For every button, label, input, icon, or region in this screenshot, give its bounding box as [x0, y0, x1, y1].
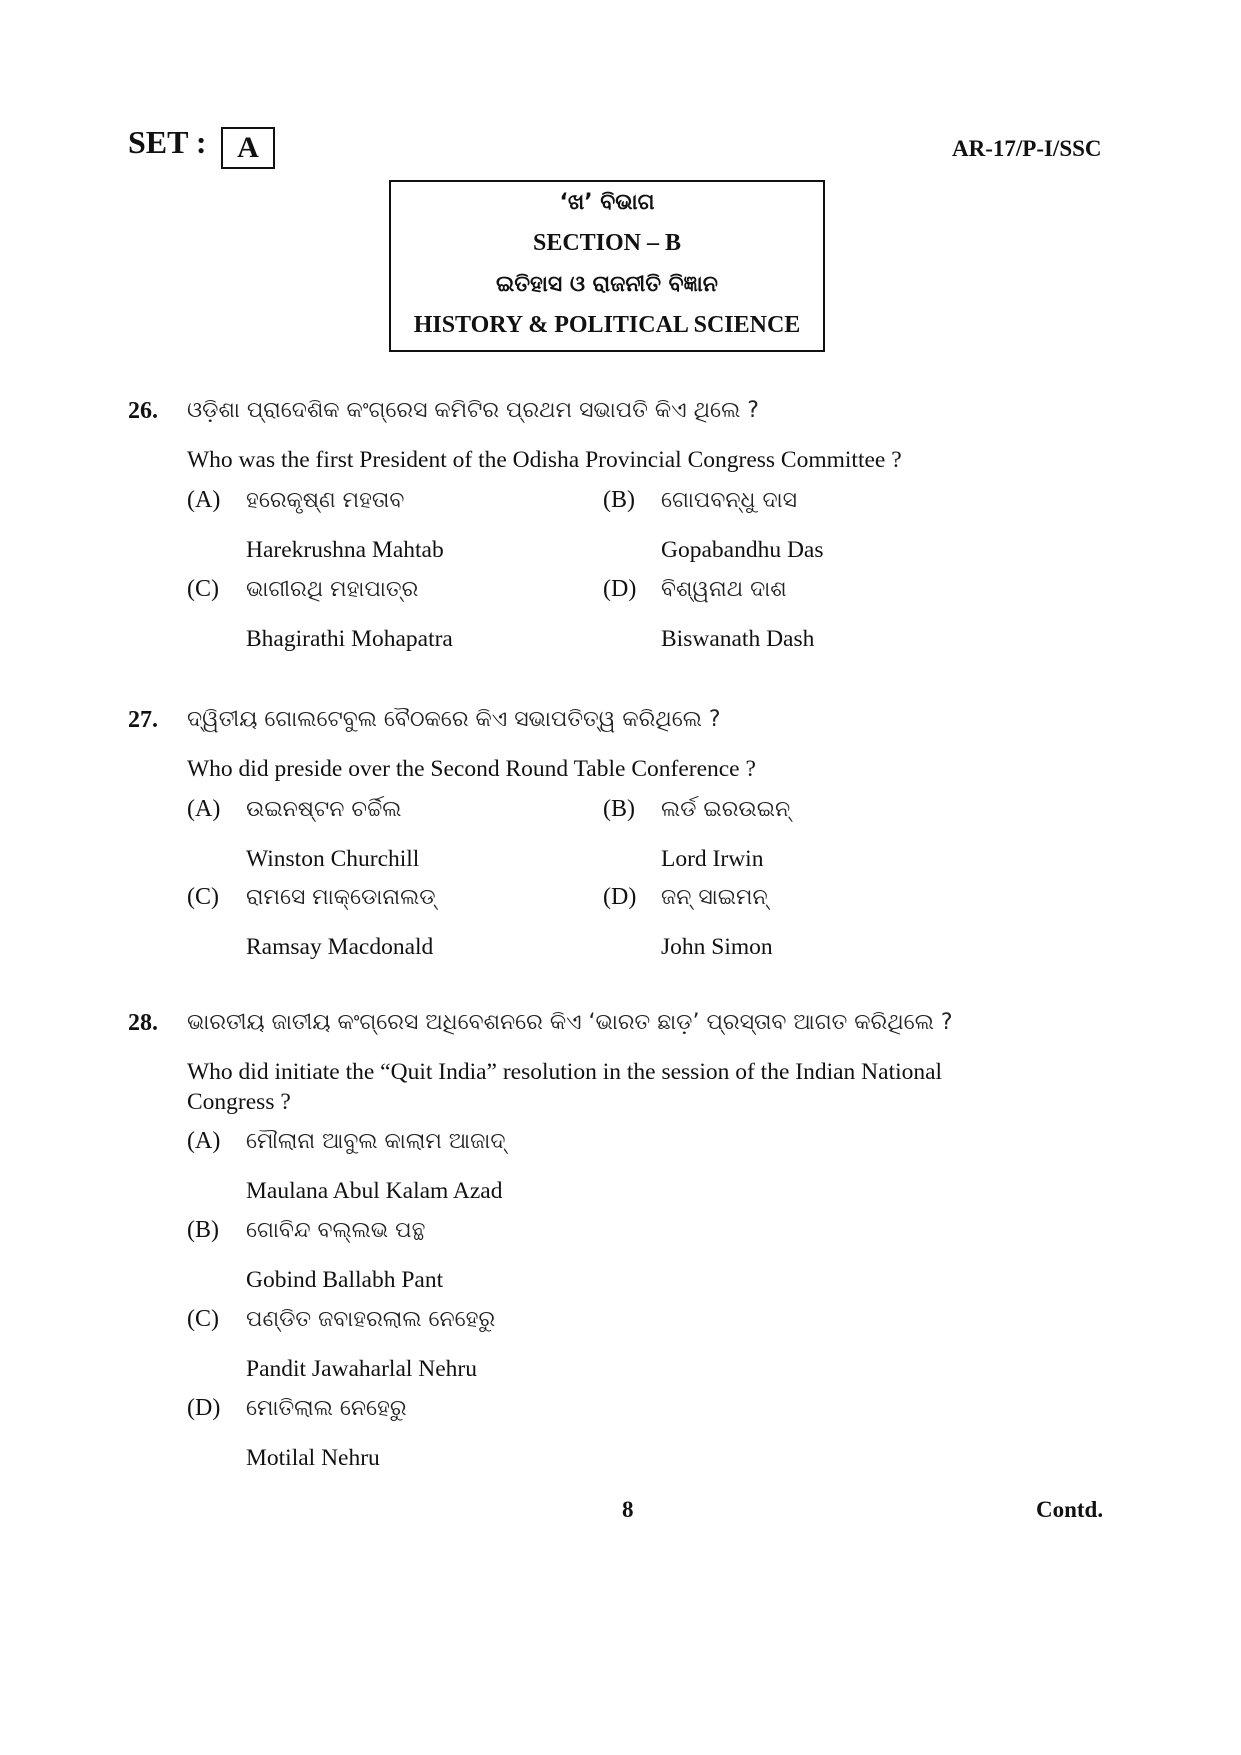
section-header-box — [389, 180, 825, 352]
option-letter-d: (D) — [187, 1395, 221, 1421]
option-letter-c: (C) — [187, 1306, 219, 1332]
question-odia-text: ଭାରତୀୟ ଜାତୀୟ କଂଗ୍ରେସ ଅଧିବେଶନରେ କିଏ ‘ଭାରତ ଛାଡ଼’ ପ୍ରସ୍ତାବ ଆଗତ କରିଥିଲେ ? — [187, 1010, 953, 1035]
option-c-english: Bhagirathi Mohapatra — [246, 626, 453, 652]
set-value-box: A — [221, 127, 275, 169]
question-number: 27. — [128, 707, 158, 733]
option-letter-b: (B) — [187, 1217, 219, 1243]
question-english-text: Who did preside over the Second Round Table Conference ? — [187, 756, 756, 782]
option-d-odia: ବିଶ୍ୱନାଥ ଦାଶ — [661, 577, 787, 602]
option-d-english: John Simon — [661, 934, 773, 960]
option-letter-d: (D) — [603, 576, 637, 602]
option-c-english: Ramsay Macdonald — [246, 934, 434, 960]
continued-label: Contd. — [1036, 1497, 1104, 1522]
option-b-odia: ଗୋପବନ୍ଧୁ ଦାସ — [661, 488, 797, 513]
option-a-odia: ମୌଲାନା ଆବୁଲ କାଲାମ ଆଜାଦ୍ — [246, 1129, 506, 1154]
option-letter-a: (A) — [187, 487, 221, 513]
page-number: 8 — [622, 1497, 634, 1522]
question-english-text: Who was the first President of the Odisha Provincial Congress Committee ? — [187, 447, 902, 473]
question-odia-text: ଓଡ଼ିଶା ପ୍ରାଦେଶିକ କଂଗ୍ରେସ କମିଟିର ପ୍ରଥମ ସଭାପତି କିଏ ଥିଲେ ? — [187, 398, 759, 423]
section-odia-label: ‘ଖ’ ବିଭାଗ — [559, 190, 655, 215]
option-letter-a: (A) — [187, 796, 221, 822]
option-d-odia: ଜନ୍ ସାଇମନ୍ — [661, 885, 768, 910]
question-english-text-line2: Congress ? — [187, 1089, 291, 1115]
option-c-english: Pandit Jawaharlal Nehru — [246, 1356, 478, 1382]
option-a-odia: ଉଇନଷ୍ଟନ ଚର୍ଚ୍ଚିଲ — [246, 797, 402, 822]
option-a-english: Maulana Abul Kalam Azad — [246, 1178, 503, 1204]
option-d-odia: ମୋତିଲାଲ ନେହେରୁ — [246, 1396, 407, 1421]
section-english-subject: HISTORY & POLITICAL SCIENCE — [413, 312, 801, 338]
option-letter-c: (C) — [187, 576, 219, 602]
paper-code: AR-17/P-I/SSC — [952, 136, 1102, 161]
option-b-english: Gopabandhu Das — [661, 537, 824, 563]
question-number: 28. — [128, 1010, 158, 1036]
option-d-english: Motilal Nehru — [246, 1445, 380, 1471]
section-english-label: SECTION – B — [532, 230, 682, 256]
option-letter-c: (C) — [187, 884, 219, 910]
option-b-odia: ଗୋବିନ୍ଦ ବଲ୍ଲଭ ପନ୍ଥ — [246, 1218, 426, 1243]
set-label: SET : — [128, 124, 207, 160]
option-letter-b: (B) — [603, 487, 635, 513]
option-letter-a: (A) — [187, 1128, 221, 1154]
option-letter-b: (B) — [603, 796, 635, 822]
option-c-odia: ଭାଗୀରଥି ମହାପାତ୍ର — [246, 577, 419, 602]
question-odia-text: ଦ୍ୱିତୀୟ ଗୋଲଟେବୁଲ ବୈଠକରେ କିଏ ସଭାପତିତ୍ୱ କରିଥିଲେ ? — [187, 707, 721, 732]
option-b-odia: ଲର୍ଡ ଇରଉଇନ୍ — [661, 797, 791, 822]
option-b-english: Lord Irwin — [661, 846, 764, 872]
option-a-english: Harekrushna Mahtab — [246, 537, 444, 563]
section-odia-subject: ଇତିହାସ ଓ ରାଜନୀତି ବିଜ୍ଞାନ — [496, 272, 718, 297]
option-a-odia: ହରେକୃଷ୍ଣ ମହତାବ — [246, 488, 405, 513]
question-english-text-line1: Who did initiate the “Quit India” resolution in the session of the Indian National — [187, 1059, 943, 1085]
option-c-odia: ପଣ୍ଡିତ ଜବାହରଲାଲ ନେହେରୁ — [246, 1307, 496, 1332]
option-a-english: Winston Churchill — [246, 846, 420, 872]
option-c-odia: ରାମସେ ମାକ୍‌ଡୋନାଲଡ୍ — [246, 885, 436, 910]
option-letter-d: (D) — [603, 884, 637, 910]
question-number: 26. — [128, 398, 158, 424]
option-b-english: Gobind Ballabh Pant — [246, 1267, 444, 1293]
option-d-english: Biswanath Dash — [661, 626, 815, 652]
